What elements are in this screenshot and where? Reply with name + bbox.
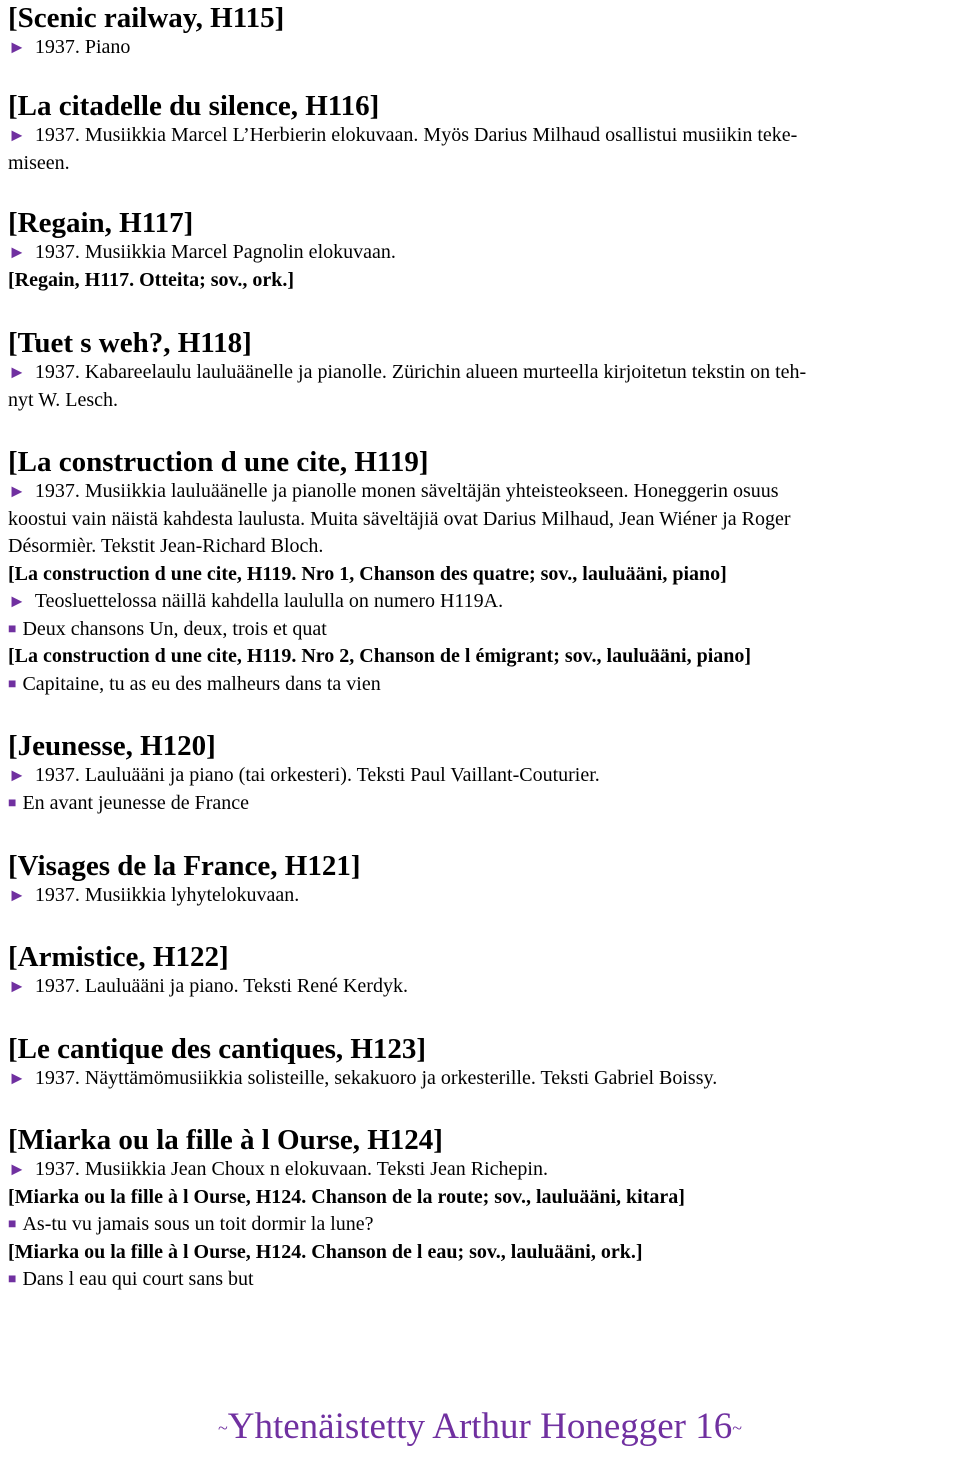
arrangement-heading: [Regain, H117. Otteita; sov., ork.]	[8, 268, 295, 291]
entry-title: [Regain, H117]	[8, 207, 194, 239]
note-line	[8, 478, 952, 506]
square-bullet-icon: ■	[8, 1272, 17, 1287]
entry-title: [Visages de la France, H121]	[8, 850, 361, 882]
page-footer	[0, 1405, 960, 1450]
note-line	[8, 1065, 952, 1093]
entry-title: [Miarka ou la fille à l Ourse, H124]	[8, 1124, 443, 1156]
square-bullet-icon: ■	[8, 1217, 17, 1232]
arrangement-heading: [Miarka ou la fille à l Ourse, H124. Chanson de l eau; sov., lauluääni, ork.]	[8, 1240, 643, 1263]
entry-title: [La construction d une cite, H119]	[8, 446, 429, 478]
arrow-bullet-icon: ►	[8, 765, 26, 785]
arrow-bullet-icon: ►	[8, 481, 26, 501]
entry-title: [Jeunesse, H120]	[8, 730, 216, 762]
catalog-entry	[8, 730, 952, 817]
line-continuation: koostui vain näistä kahdesta laulusta. Muita säveltäjiä ovat Darius Milhaud, Jean Wiéner ja Roger	[8, 507, 791, 530]
footer-text: Yhtenäistetty Arthur Honegger 16	[227, 1406, 733, 1447]
note-line	[8, 239, 952, 267]
line-text: 1937. Musiikkia Jean Choux n elokuvaan. Teksti Jean Richepin.	[34, 1158, 548, 1180]
catalog-entry	[8, 327, 952, 414]
entry-title: [Scenic railway, H115]	[8, 2, 285, 34]
catalog-entry	[8, 446, 952, 698]
note-line	[8, 359, 952, 387]
arrow-bullet-icon: ►	[8, 242, 26, 262]
arrow-bullet-icon: ►	[8, 976, 26, 996]
square-bullet-icon: ■	[8, 676, 17, 692]
song-incipit	[8, 1266, 952, 1294]
arrow-bullet-icon: ►	[8, 362, 26, 382]
line-continuation: Désormièr. Tekstit Jean-Richard Bloch.	[8, 535, 324, 557]
square-bullet-icon: ■	[8, 621, 17, 637]
line-text: 1937. Musiikkia Marcel L’Herbierin elokuvaan. Myös Darius Milhaud osallistui musiikin teke-	[34, 124, 798, 146]
catalog-entry	[8, 941, 952, 1001]
entry-title: [Tuet s weh?, H118]	[8, 327, 252, 359]
line-text: 1937. Musiikkia Marcel Pagnolin elokuvaan.	[34, 241, 396, 263]
note-line	[8, 973, 952, 1001]
catalog-entry	[8, 207, 952, 294]
song-incipit	[8, 616, 952, 644]
note-line	[8, 34, 952, 62]
line-text: 1937. Piano	[34, 36, 131, 58]
arrow-bullet-icon: ►	[8, 37, 26, 57]
line-text: 1937. Näyttämömusiikkia solisteille, sekakuoro ja orkesterille. Teksti Gabriel Boissy.	[34, 1067, 718, 1089]
arrow-bullet-icon: ►	[8, 885, 26, 905]
note-line	[8, 1156, 952, 1184]
arrangement-heading: [La construction d une cite, H119. Nro 1, Chanson des quatre; sov., lauluääni, piano]	[8, 562, 727, 585]
line-text: 1937. Musiikkia lyhytelokuvaan.	[34, 884, 300, 906]
note-line	[8, 588, 952, 616]
catalog-entry	[8, 1033, 952, 1093]
catalog-entry	[8, 90, 952, 177]
square-bullet-icon: ■	[8, 795, 17, 811]
arrow-bullet-icon: ►	[8, 125, 26, 145]
arrow-bullet-icon: ►	[8, 1068, 26, 1088]
line-text: 1937. Lauluääni ja piano (tai orkesteri). Teksti Paul Vaillant-Couturier.	[34, 764, 600, 786]
line-continuation: miseen.	[8, 151, 70, 174]
line-text: 1937. Lauluääni ja piano. Teksti René Kerdyk.	[34, 975, 408, 997]
arrow-bullet-icon: ►	[8, 1159, 26, 1179]
song-incipit	[8, 671, 952, 699]
line-text: As-tu vu jamais sous un toit dormir la lune?	[22, 1213, 374, 1235]
arrangement-heading: [Miarka ou la fille à l Ourse, H124. Chanson de la route; sov., lauluääni, kitara]	[8, 1185, 685, 1208]
line-text: 1937. Kabareelaulu lauluäänelle ja pianolle. Zürichin alueen murteella kirjoitetun tekstin on teh-	[34, 361, 807, 383]
line-text: En avant jeunesse de France	[22, 791, 250, 814]
song-incipit	[8, 1211, 952, 1239]
catalog-entry	[8, 2, 952, 62]
entry-title: [La citadelle du silence, H116]	[8, 90, 380, 122]
line-continuation: nyt W. Lesch.	[8, 388, 118, 411]
catalog-entry	[8, 1124, 952, 1294]
catalog-entry	[8, 850, 952, 910]
line-text: 1937. Musiikkia lauluäänelle ja pianolle monen säveltäjän yhteisteokseen. Honeggerin osuus	[34, 480, 779, 502]
footer-tilde-right: ~	[732, 1418, 743, 1438]
line-text: Teosluettelossa näillä kahdella laululla on numero H119A.	[34, 590, 504, 612]
arrow-bullet-icon: ►	[8, 591, 26, 611]
line-text: Dans l eau qui court sans but	[22, 1268, 254, 1290]
line-text: Capitaine, tu as eu des malheurs dans ta vien	[22, 672, 381, 695]
line-text: Deux chansons Un, deux, trois et quat	[22, 617, 327, 640]
song-incipit	[8, 790, 952, 818]
note-line	[8, 762, 952, 790]
entry-title: [Le cantique des cantiques, H123]	[8, 1033, 427, 1065]
note-line	[8, 882, 952, 910]
footer-tilde-left: ~	[217, 1418, 228, 1438]
arrangement-heading: [La construction d une cite, H119. Nro 2, Chanson de l émigrant; sov., lauluääni, piano]	[8, 645, 752, 667]
note-line	[8, 122, 952, 150]
entry-title: [Armistice, H122]	[8, 941, 229, 973]
